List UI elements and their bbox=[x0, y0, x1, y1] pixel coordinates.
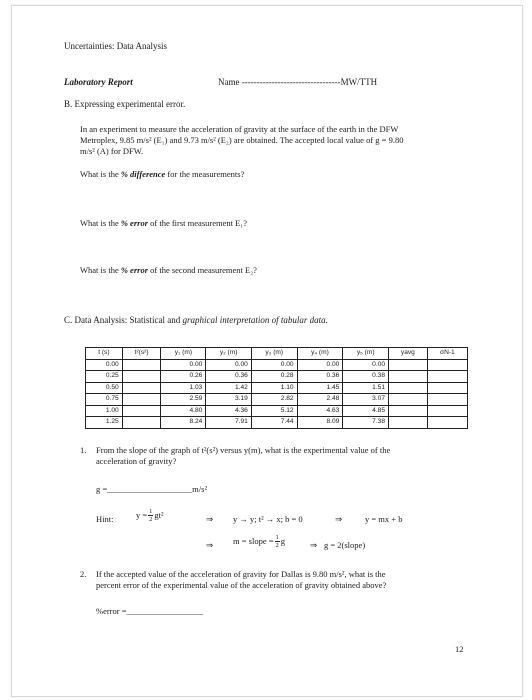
table-cell: 0.50 bbox=[86, 382, 123, 394]
hint-equation-4: m = slope = $\frac{1}{2}$ g bbox=[233, 534, 286, 549]
table-cell: 0.00 bbox=[343, 359, 389, 371]
table-cell: 0.25 bbox=[86, 371, 123, 383]
table-cell: 4.85 bbox=[343, 405, 389, 417]
table-cell-empty[interactable] bbox=[389, 394, 428, 406]
table-cell: 0.00 bbox=[297, 359, 343, 371]
hint-equation-3: y = mx + b bbox=[365, 514, 403, 524]
section-tag: MW/TTH bbox=[340, 77, 378, 87]
table-cell: 4.36 bbox=[206, 405, 252, 417]
table-cell: 0.75 bbox=[86, 394, 123, 406]
question-error-e1: What is the % error of the first measurement E₁? bbox=[80, 218, 248, 228]
table-cell: 2.48 bbox=[297, 394, 343, 406]
table-cell-empty[interactable] bbox=[122, 371, 161, 383]
table-cell: 7.91 bbox=[206, 417, 252, 429]
question-1-number: 1. bbox=[80, 445, 87, 455]
table-cell-empty[interactable] bbox=[427, 417, 467, 429]
table-cell: 4.63 bbox=[297, 405, 343, 417]
table-cell-empty[interactable] bbox=[427, 359, 467, 371]
table-cell: 0.00 bbox=[251, 359, 297, 371]
column-header: yavg bbox=[389, 348, 428, 360]
page-number: 12 bbox=[455, 644, 464, 654]
hint-equation-2: y → y; t² → x; b = 0 bbox=[233, 514, 303, 524]
table-cell-empty[interactable] bbox=[122, 382, 161, 394]
table-row bbox=[86, 417, 468, 429]
question-2-line-2: percent error of the experimental value of the acceleration of gravity obtained above? bbox=[96, 580, 387, 590]
table-cell: 3.19 bbox=[206, 394, 252, 406]
hint-label: Hint: bbox=[96, 514, 114, 524]
table-cell-empty[interactable] bbox=[427, 394, 467, 406]
error-answer-line bbox=[96, 606, 203, 617]
table-cell: 1.03 bbox=[161, 382, 206, 394]
question-1-line-2: acceleration of gravity? bbox=[96, 456, 177, 466]
table-cell: 0.36 bbox=[206, 371, 252, 383]
table-cell: 2.82 bbox=[251, 394, 297, 406]
table-cell: 1.10 bbox=[251, 382, 297, 394]
table-cell-empty[interactable] bbox=[122, 405, 161, 417]
table-cell: 5.12 bbox=[251, 405, 297, 417]
table-cell: 4.80 bbox=[161, 405, 206, 417]
name-blank[interactable]: --------------------------------- bbox=[241, 77, 341, 87]
table-header-row bbox=[86, 348, 468, 360]
arrow-3: ⇒ bbox=[206, 540, 214, 550]
table-cell: 0.38 bbox=[343, 371, 389, 383]
table-cell: 0.00 bbox=[161, 359, 206, 371]
table-cell: 8.09 bbox=[297, 417, 343, 429]
g-unit: m/s² bbox=[192, 484, 208, 494]
one-half-fraction: $\frac{1}{2}$ bbox=[275, 534, 279, 549]
table-cell: 0.36 bbox=[297, 371, 343, 383]
table-cell: 1.51 bbox=[343, 382, 389, 394]
table-cell: 0.00 bbox=[206, 359, 252, 371]
name-label: Name bbox=[218, 77, 240, 87]
column-header: σN-1 bbox=[427, 348, 467, 360]
g-answer-blank[interactable]: ____________________ bbox=[107, 484, 193, 494]
table-cell: 8.24 bbox=[161, 417, 206, 429]
table-cell-empty[interactable] bbox=[389, 371, 428, 383]
table-row bbox=[86, 371, 468, 383]
column-header: y₂ (m) bbox=[206, 348, 252, 360]
name-line bbox=[218, 77, 377, 88]
question-1-line-1: From the slope of the graph of t²(s²) versus y(m), what is the experimental value of the bbox=[96, 445, 391, 455]
section-b-heading: B. Expressing experimental error. bbox=[64, 99, 186, 109]
table-cell: 0.00 bbox=[86, 359, 123, 371]
column-header: y₃ (m) bbox=[251, 348, 297, 360]
hint-equation-1: y = $\frac{1}{2}$ gt² bbox=[136, 508, 164, 523]
question-percent-difference: What is the % difference for the measurements? bbox=[80, 169, 245, 179]
question-2-number: 2. bbox=[80, 569, 87, 579]
table-cell: 1.25 bbox=[86, 417, 123, 429]
question-2-line-1: If the accepted value of the acceleration of gravity for Dallas is 9.80 m/s², what is the bbox=[96, 569, 386, 579]
table-cell: 3.07 bbox=[343, 394, 389, 406]
arrow-4: ⇒ bbox=[310, 540, 318, 550]
section-b-intro-line-3: m/s² (A) for DFW. bbox=[80, 146, 144, 156]
table-row bbox=[86, 359, 468, 371]
column-header: t²(s²) bbox=[122, 348, 161, 360]
document-title: Uncertainties: Data Analysis bbox=[64, 41, 167, 51]
arrow-2: ⇒ bbox=[335, 514, 343, 524]
data-table bbox=[85, 347, 468, 429]
table-cell: 1.42 bbox=[206, 382, 252, 394]
table-cell-empty[interactable] bbox=[389, 405, 428, 417]
table-cell-empty[interactable] bbox=[122, 394, 161, 406]
column-header: y₄ (m) bbox=[297, 348, 343, 360]
table-cell: 7.38 bbox=[343, 417, 389, 429]
table-cell-empty[interactable] bbox=[427, 371, 467, 383]
section-c-heading: C. Data Analysis: Statistical and graphical interpretation of tabular data. bbox=[64, 315, 328, 325]
table-cell: 2.59 bbox=[161, 394, 206, 406]
table-cell-empty[interactable] bbox=[427, 405, 467, 417]
table-cell-empty[interactable] bbox=[389, 417, 428, 429]
section-b-intro-line-2: Metroplex, 9.85 m/s² (E₁) and 9.73 m/s² (E₂) are obtained. The accepted local value of g = 9.80 bbox=[80, 135, 404, 145]
table-cell-empty[interactable] bbox=[122, 417, 161, 429]
table-cell-empty[interactable] bbox=[122, 359, 161, 371]
report-label: Laboratory Report bbox=[64, 77, 133, 87]
table-cell: 0.26 bbox=[161, 371, 206, 383]
table-row bbox=[86, 382, 468, 394]
column-header: t (s) bbox=[86, 348, 123, 360]
column-header: y₅ (m) bbox=[343, 348, 389, 360]
column-header: y₁ (m) bbox=[161, 348, 206, 360]
table-cell-empty[interactable] bbox=[427, 382, 467, 394]
section-b-intro-line-1: In an experiment to measure the acceleration of gravity at the surface of the earth in the DFW bbox=[80, 124, 399, 134]
table-cell: 1.00 bbox=[86, 405, 123, 417]
arrow-1: ⇒ bbox=[206, 514, 214, 524]
table-cell: 0.28 bbox=[251, 371, 297, 383]
table-row bbox=[86, 405, 468, 417]
table-cell-empty[interactable] bbox=[389, 382, 428, 394]
error-answer-blank[interactable]: __________________ bbox=[126, 606, 204, 616]
g-answer-line bbox=[96, 484, 207, 495]
hint-equation-5: g = 2(slope) bbox=[324, 540, 366, 550]
question-error-e2: What is the % error of the second measurement E₂? bbox=[80, 265, 257, 275]
one-half-fraction: $\frac{1}{2}$ bbox=[149, 508, 153, 523]
table-row bbox=[86, 394, 468, 406]
table-body bbox=[86, 359, 468, 428]
error-label: %error = bbox=[96, 606, 127, 616]
table-cell: 1.45 bbox=[297, 382, 343, 394]
table-cell-empty[interactable] bbox=[389, 359, 428, 371]
g-label: g = bbox=[96, 484, 108, 494]
table-cell: 7.44 bbox=[251, 417, 297, 429]
